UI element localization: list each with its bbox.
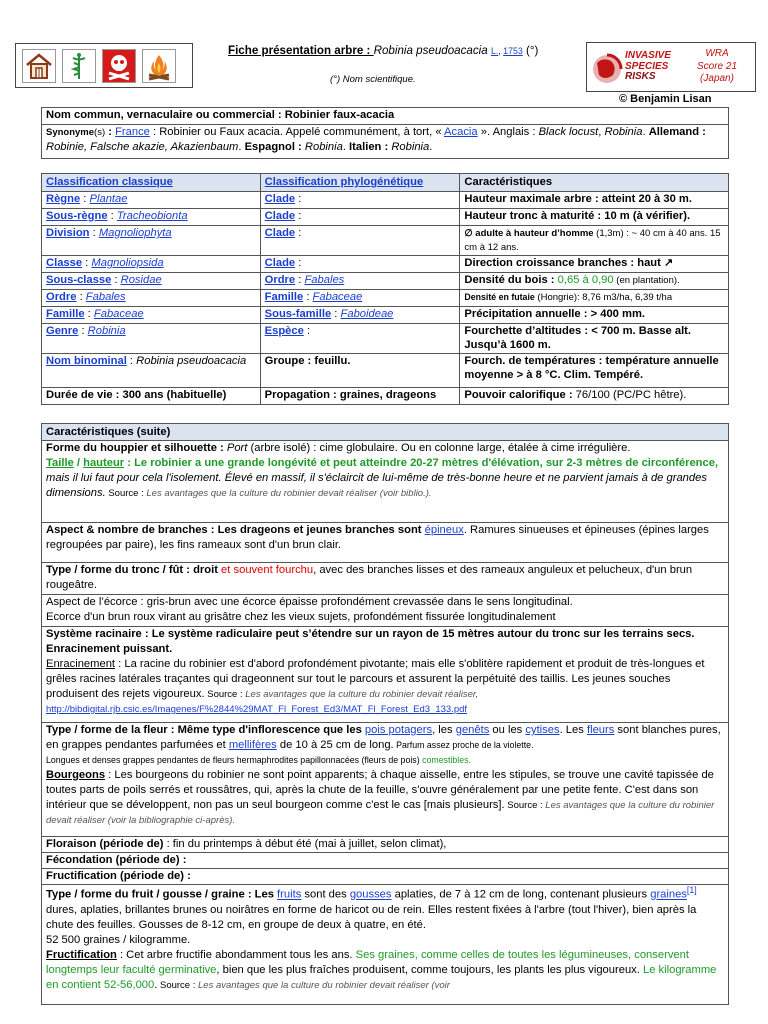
house-icon <box>22 49 56 83</box>
header-classique: Classification classique <box>42 174 261 192</box>
header-caracteristiques: Caractéristiques <box>460 174 729 192</box>
link-france[interactable]: France <box>115 126 150 138</box>
fructification-period: Fructification (période de) : <box>42 869 729 885</box>
year-link[interactable]: 1753 <box>503 46 523 56</box>
fecundation-period: Fécondation (période de) : <box>42 853 729 869</box>
skull-crossbones-icon <box>102 49 136 83</box>
fruit: Type / forme du fruit / gousse / graine : Les fruits sont des gousses aplaties, de 7 à 12 cm de long, contenant plusieurs graines[1] dures, aplaties, brillantes brunes ou noirâtres en forme de haricot ou de rein. Elles restent fixées à l'arbre (tout l'hiver), bien après la chute des feuilles. Gousses de 8-12 cm, en groupe de deux à quatre, en été. 52 500 graines / kilogramme. Fructification : Cet arbre fructifie abondamment tous les ans. Ses graines, comme celles de toutes les légumineuses, conservent longtemps leur faculté germinative, bien que les plus fraîches produisent, comme toujours, les plants les plus vigoureux. Le kilogramme en contient 52-56,000. Source : Les avantages que la culture du robinier devait réaliser (voir <box>42 885 729 1005</box>
invasive-species-risks-logo: INVASIVE SPECIES RISKS <box>591 47 683 87</box>
table-row: Sous-classe : Rosidae Ordre : Fabales Densité du bois : 0,65 à 0,90 (en plantation). <box>42 273 729 290</box>
wra-score: WRA Score 21 (Japan) <box>696 47 738 85</box>
flowering-period: Floraison (période de) : fin du printemps à début été (mai à juillet, selon climat), <box>42 837 729 853</box>
crown-shape: Forme du houppier et silhouette : Port (arbre isolé) : cime globulaire. Ou en colonne large, étalée à cime irrégulière. Taille / hauteur : Le robinier a une grande longévité et peut atteindre 20-27 mètres d'élévation, sur 2-3 mètres de circonférence, mais il lui faut pour cela l'isolement. Élevé en massif, il s'éclaircit de lui-même de très-bonne heure et ne parvient jamais à de grandes dimensions. Source : Les avantages que la culture du robinier devait réaliser (voir biblio.). <box>42 441 729 523</box>
classification-table <box>41 173 729 405</box>
source-url-link[interactable]: http://bibdigital.rjb.csic.es/Imagenes/F%2844%29MAT_Fl_Forest_Ed3/MAT_Fl_Forest_Ed3_133.pdf <box>46 704 468 715</box>
author-link[interactable]: L. <box>490 46 499 56</box>
trunk: Type / forme du tronc / fût : droit et souvent fourchu, avec des branches lisses et des rameaux anguleux et pelucheux, d'un brun rougeâtre. <box>42 563 729 595</box>
page-title: Fiche présentation arbre : Robinia pseudoacacia L., 1753 (°) <box>228 44 539 57</box>
root-system: Système racinaire : Le système radiculaire peut s’étendre sur un rayon de 15 mètres autour du tronc sur les terrains secs. Enracinement puissant. Enracinement : La racine du robinier est d'abord profondément pivotante; mais elle s'oblitère rapidement et produit de très-longues et grêles racines latérales traçantes qui drageonnent sur tout le parcours et assurent la perpétuité des taillis. Les jeunes souches produisent des rejets vigoureux. Source : Les avantages que la culture du robinier devait réaliser, http://bibdigital.rjb.csic.es/Imagenes/F%2844%29MAT_Fl_Forest_Ed3/MAT_Fl_Forest_Ed3_133.pdf <box>42 627 729 723</box>
header-phylo: Classification phylogénétique <box>260 174 460 192</box>
synonyms: Synonyme(s) : France : Robinier ou Faux acacia. Appelé communément, à tort, « Acacia ». Anglais : Black locust, Robinia. Allemand : Robinie, Falsche akazie, Akazienbaum. Espagnol : Robinia. Italien : Robinia. <box>42 125 729 159</box>
table-row: Durée de vie : 300 ans (habituelle) Propagation : graines, drageons Pouvoir calorifique : 76/100 (PC/PC hêtre). <box>42 388 729 405</box>
table-row: Ordre : Fabales Famille : Fabaceae Densité en futaie (Hongrie): 8,76 m3/ha, 6,39 t/ha <box>42 290 729 307</box>
hazard-icons-box <box>15 43 193 88</box>
flower: Type / forme de la fleur : Même type d'inflorescence que les pois potagers, les genêts ou les cytises. Les fleurs sont blanches pures, en grappes pendantes parfumées et mellifères de 10 à 25 cm de long. Parfum assez proche de la violette. Longues et denses grappes pendantes de fleurs hermaphrodites papillonnacées (fleurs de pois) comestibles. Bourgeons : Les bourgeons du robinier ne sont point apparents; à chaque aisselle, entre les stipules, se trouve une cavité tapissée de toutes parts de poils serrés et roussâtres, qui, après la chute de la feuille, s'ouvre généralement par une petite fente. C'est dans son intérieur que se développent, non pas un seul bourgeon comme c'est le cas [mais plusieurs]. Source : Les avantages que la culture du robinier devait réaliser (voir la bibliographie ci-après). <box>42 723 729 837</box>
section-heading: Caractéristiques (suite) <box>42 424 729 441</box>
table-row: Genre : Robinia Espèce : Fourchette d’altitudes : < 700 m. Basse alt. Jusqu’à 1600 m. <box>42 324 729 354</box>
scientific-name-note: (°) Nom scientifique. <box>330 74 416 85</box>
characteristics-table <box>41 423 729 1005</box>
caduceus-icon <box>62 49 96 83</box>
names-table <box>41 107 729 159</box>
link-acacia[interactable]: Acacia <box>444 126 478 138</box>
branches: Aspect & nombre de branches : Les drageons et jeunes branches sont épineux. Ramures sinueuses et épineuses (épines larges regroupées par paire), les fins rameaux sont d'un brun clair. <box>42 523 729 563</box>
table-row: Famille : Fabaceae Sous-famille : Faboideae Précipitation annuelle : > 400 mm. <box>42 307 729 324</box>
table-row: Nom binominal : Robinia pseudoacacia Groupe : feuillu. Fourch. de températures : température annuelle moyenne > à 8 °C. Clim. Tempéré. <box>42 354 729 388</box>
author-credit: © Benjamin Lisan <box>619 93 712 105</box>
table-row: Division : Magnoliophyta Clade : ∅ adulte à hauteur d’homme (1,3m) : ~ 40 cm à 40 ans. 15 cm à 12 ans. <box>42 226 729 256</box>
campfire-icon <box>142 49 176 83</box>
bark: Aspect de l’écorce : gris-brun avec une écorce épaisse profondément crevassée dans le sens longitudinal. Ecorce d'un brun roux virant au grisâtre chez les vieux sujets, profondément fissurée longitudinalement <box>42 595 729 627</box>
table-row: Sous-règne : Tracheobionta Clade : Hauteur tronc à maturité : 10 m (à vérifier). <box>42 209 729 226</box>
wra-score-box <box>586 42 756 92</box>
table-row: Classe : Magnoliopsida Clade : Direction croissance branches : haut ↗ <box>42 256 729 273</box>
table-row: Règne : Plantae Clade : Hauteur maximale arbre : atteint 20 à 30 m. <box>42 192 729 209</box>
common-name: Nom commun, vernaculaire ou commercial : Robinier faux-acacia <box>42 108 729 125</box>
